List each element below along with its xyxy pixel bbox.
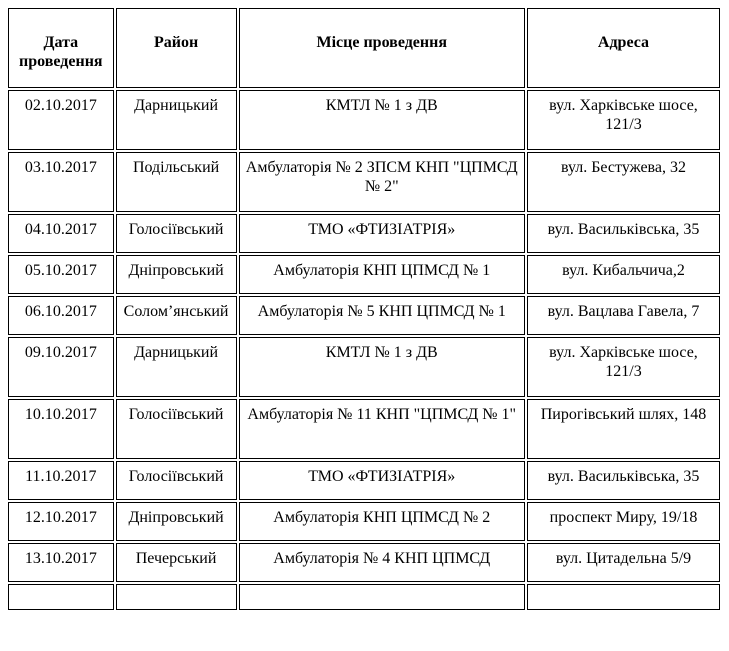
cell-place: КМТЛ № 1 з ДВ <box>239 90 525 150</box>
table-row <box>8 296 720 335</box>
cell-address-cutoff <box>527 584 720 610</box>
table-row <box>8 255 720 294</box>
cell-district: Голосіївський <box>116 461 237 500</box>
cell-date-cutoff <box>8 584 114 610</box>
cell-date: 10.10.2017 <box>8 399 114 459</box>
table-row <box>8 152 720 212</box>
cell-district: Дарницький <box>116 337 237 397</box>
cell-date: 03.10.2017 <box>8 152 114 212</box>
cell-address: вул. Васильківська, 35 <box>527 214 720 253</box>
table-row <box>8 214 720 253</box>
cell-address: вул. Цитадельна 5/9 <box>527 543 720 582</box>
table-row-cutoff <box>8 584 720 610</box>
cell-place: Амбулаторія № 5 КНП ЦПМСД № 1 <box>239 296 525 335</box>
cell-place: КМТЛ № 1 з ДВ <box>239 337 525 397</box>
header-date: Дата проведення <box>8 8 114 88</box>
cell-date: 11.10.2017 <box>8 461 114 500</box>
cell-place: Амбулаторія № 4 КНП ЦПМСД <box>239 543 525 582</box>
cell-place-cutoff <box>239 584 525 610</box>
cell-address: вул. Кибальчича,2 <box>527 255 720 294</box>
cell-district: Дарницький <box>116 90 237 150</box>
cell-address: вул. Харківське шосе, 121/3 <box>527 337 720 397</box>
cell-place: Амбулаторія № 2 ЗПСМ КНП "ЦПМСД № 2" <box>239 152 525 212</box>
cell-district-cutoff <box>116 584 237 610</box>
table-row <box>8 502 720 541</box>
table-row <box>8 461 720 500</box>
cell-address: вул. Васильківська, 35 <box>527 461 720 500</box>
cell-district: Голосіївський <box>116 399 237 459</box>
table-row <box>8 90 720 150</box>
cell-date: 09.10.2017 <box>8 337 114 397</box>
header-place: Місце проведення <box>239 8 525 88</box>
cell-place: ТМО «ФТИЗІАТРІЯ» <box>239 461 525 500</box>
cell-district: Печерський <box>116 543 237 582</box>
cell-district: Дніпровський <box>116 502 237 541</box>
cell-district: Подільський <box>116 152 237 212</box>
table-row <box>8 337 720 397</box>
table-row <box>8 399 720 459</box>
cell-district: Дніпровський <box>116 255 237 294</box>
schedule-table <box>6 6 722 612</box>
table-body <box>8 90 720 610</box>
cell-address: вул. Бестужева, 32 <box>527 152 720 212</box>
cell-address: проспект Миру, 19/18 <box>527 502 720 541</box>
cell-address: вул. Вацлава Гавела, 7 <box>527 296 720 335</box>
cell-date: 02.10.2017 <box>8 90 114 150</box>
cell-date: 12.10.2017 <box>8 502 114 541</box>
cell-place: Амбулаторія № 11 КНП "ЦПМСД № 1" <box>239 399 525 459</box>
cell-date: 04.10.2017 <box>8 214 114 253</box>
cell-date: 13.10.2017 <box>8 543 114 582</box>
cell-date: 05.10.2017 <box>8 255 114 294</box>
header-row <box>8 8 720 88</box>
cell-place: ТМО «ФТИЗІАТРІЯ» <box>239 214 525 253</box>
cell-place: Амбулаторія КНП ЦПМСД № 1 <box>239 255 525 294</box>
cell-address: Пирогівський шлях, 148 <box>527 399 720 459</box>
table-row <box>8 543 720 582</box>
header-district: Район <box>116 8 237 88</box>
cell-district: Голосіївський <box>116 214 237 253</box>
cell-date: 06.10.2017 <box>8 296 114 335</box>
cell-address: вул. Харківське шосе, 121/3 <box>527 90 720 150</box>
header-address: Адреса <box>527 8 720 88</box>
cell-place: Амбулаторія КНП ЦПМСД № 2 <box>239 502 525 541</box>
cell-district: Солом’янський <box>116 296 237 335</box>
